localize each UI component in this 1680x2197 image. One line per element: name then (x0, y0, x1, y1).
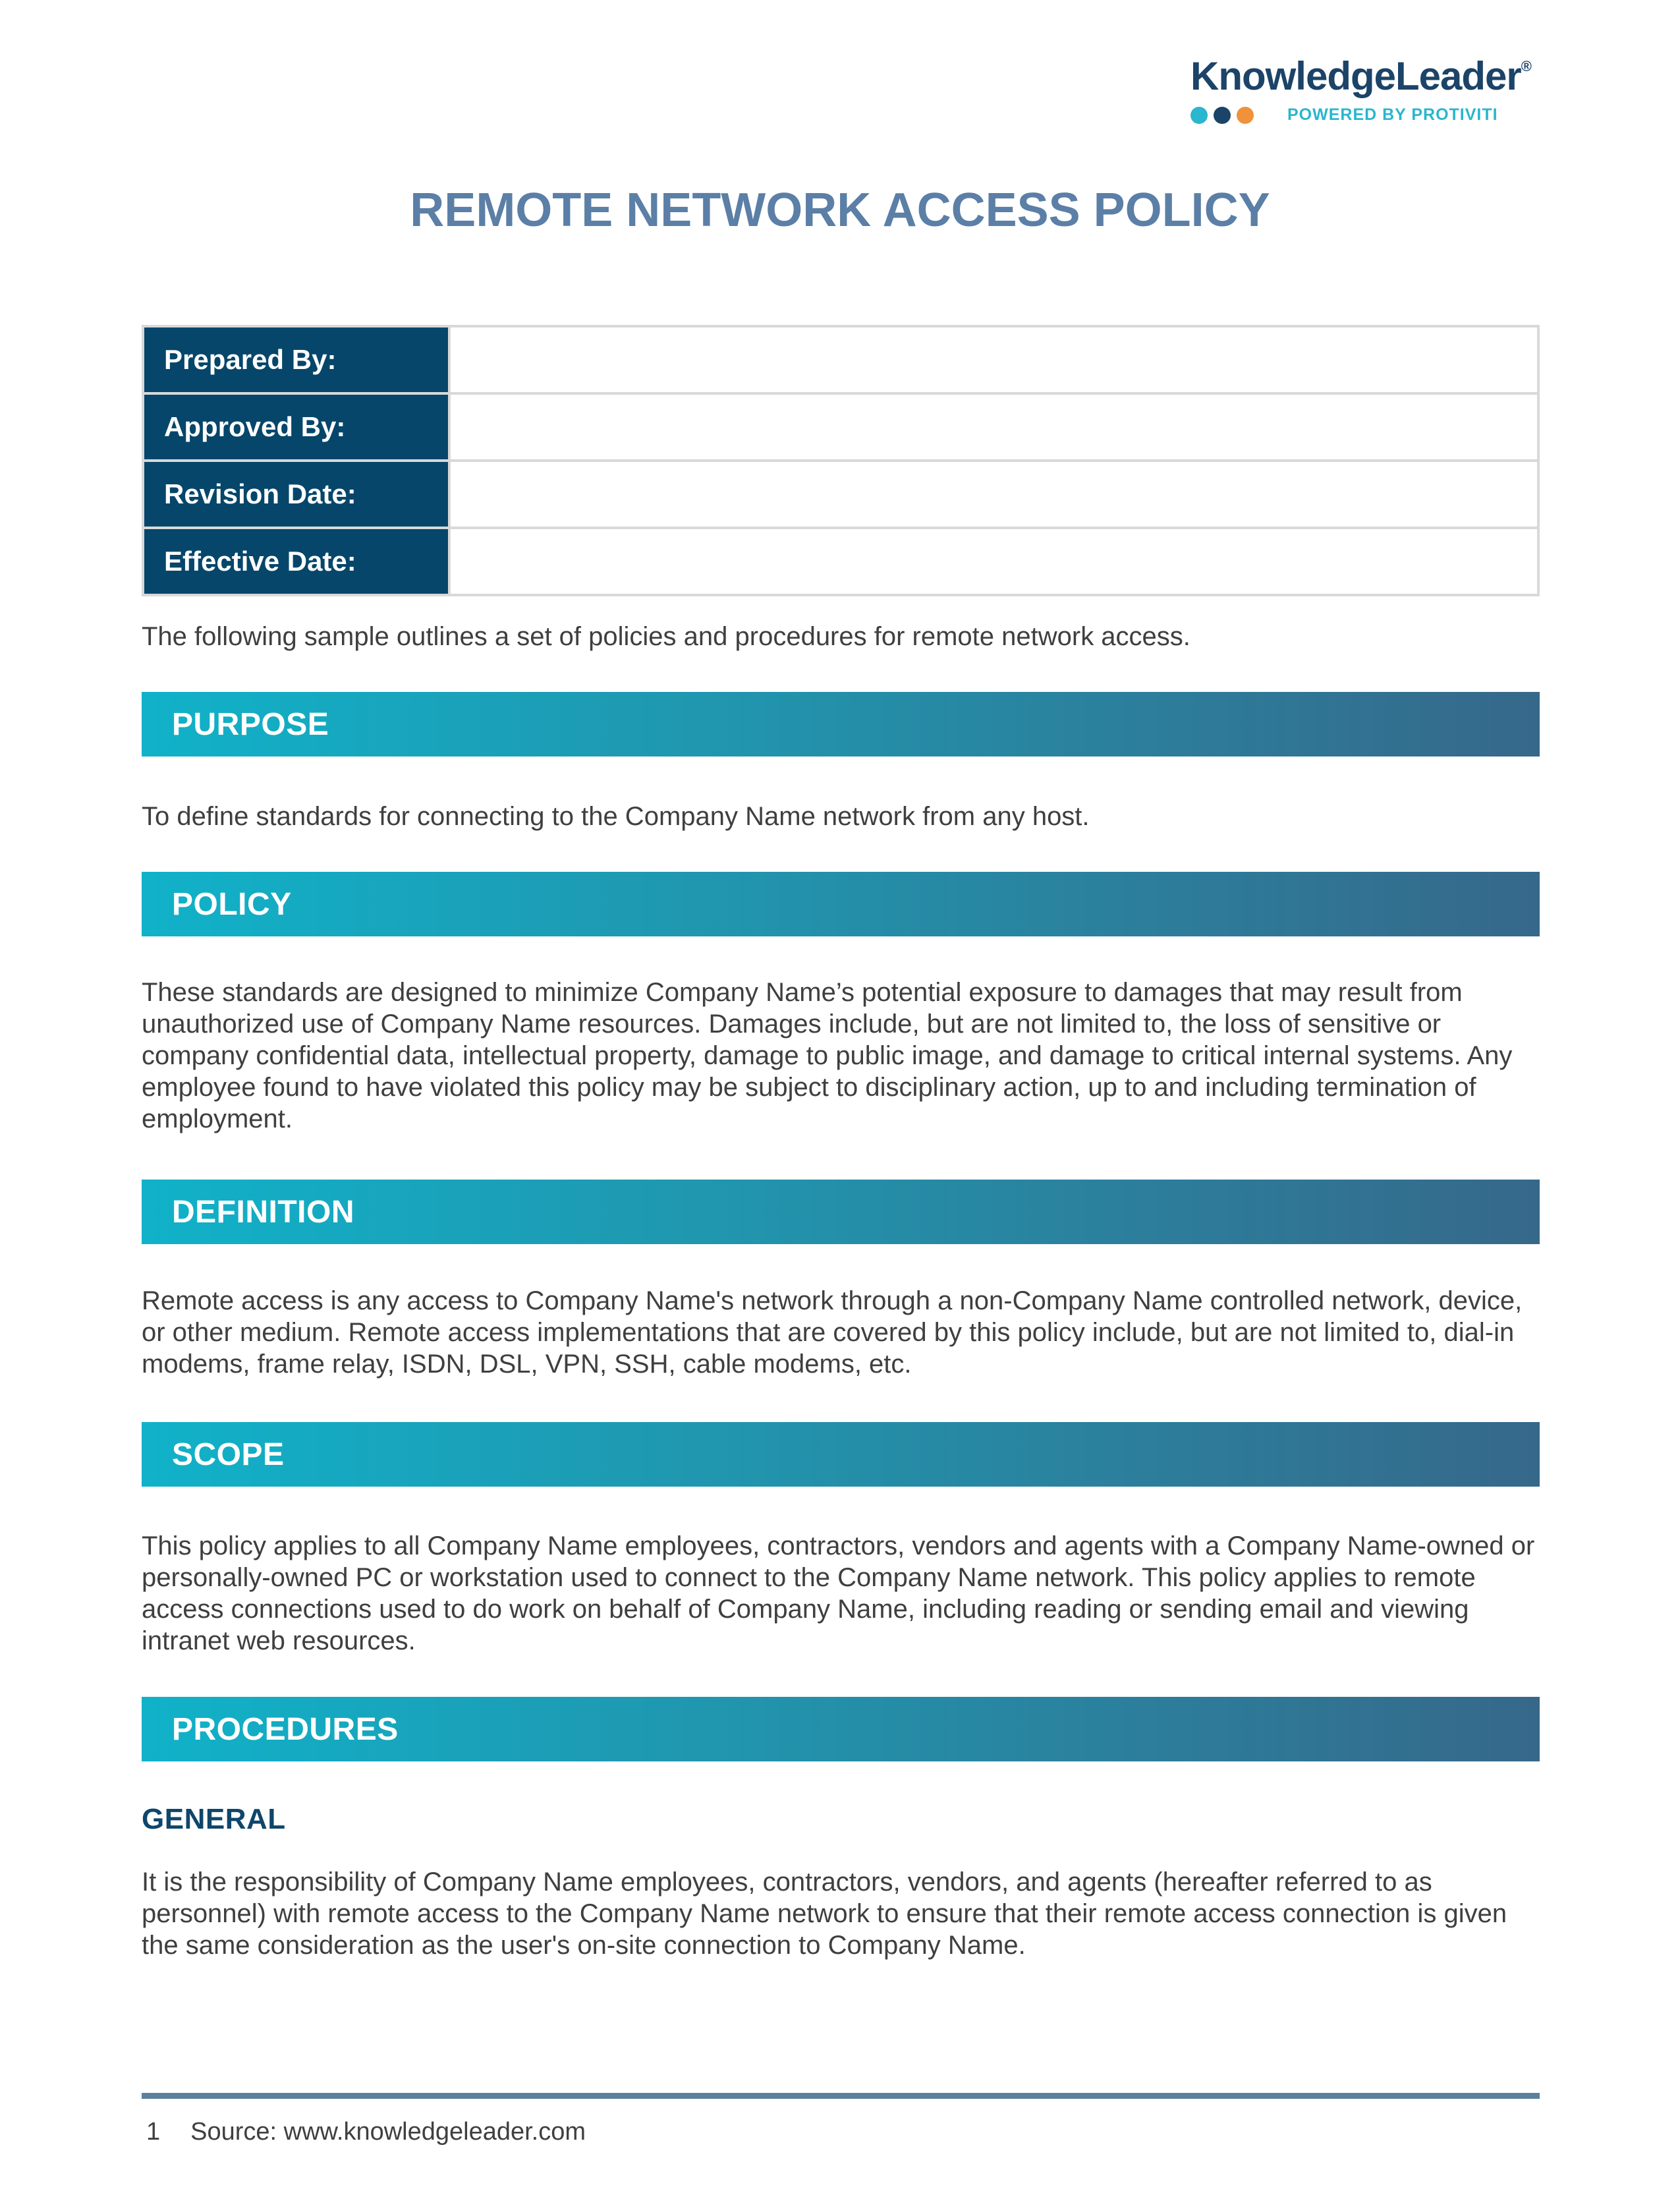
footer-rule (142, 2093, 1540, 2099)
section-body-policy: These standards are designed to minimize Company Name’s potential exposure to damages that may result from unauthorized use of Company Name resources. Damages include, but are not limited to, the loss of sensitive or company confidential data, intellectual property, damage to public image, and damage to critical internal systems. Any employee found to have violated this policy may be subject to disciplinary action, up to and including termination of employment. (142, 978, 1513, 1133)
footer (146, 2118, 586, 2146)
brand-dot-orange-icon (1237, 107, 1254, 124)
logo-tagline: POWERED BY PROTIVITI (1287, 105, 1498, 124)
brand-dot-navy-icon (1214, 107, 1231, 124)
brand-logo (1190, 54, 1532, 125)
row-label: Revision Date: (143, 461, 449, 528)
row-value (449, 528, 1538, 595)
section-heading: DEFINITION (172, 1194, 354, 1230)
row-label: Prepared By: (143, 326, 449, 393)
section-banner-procedures (142, 1697, 1540, 1761)
brand-dot-cyan-icon (1190, 107, 1208, 124)
section-heading: SCOPE (172, 1437, 285, 1472)
row-label: Effective Date: (143, 528, 449, 595)
logo-wordmark (1190, 54, 1532, 98)
registered-mark-icon: ® (1521, 58, 1532, 74)
logo-tagline-row (1190, 105, 1532, 125)
table-row (143, 461, 1538, 528)
table-row (143, 528, 1538, 595)
subsection-heading-general: GENERAL (142, 1803, 286, 1835)
row-value (449, 326, 1538, 393)
row-label: Approved By: (143, 393, 449, 461)
source-text: Source: www.knowledgeleader.com (190, 2118, 586, 2146)
row-value (449, 393, 1538, 461)
section-body-definition: Remote access is any access to Company Name's network through a non-Company Name controlled network, device, or other medium. Remote access implementations that are covered by this policy include, but are not limited to, dial-in modems, frame relay, ISDN, DSL, VPN, SSH, cable modems, etc. (142, 1286, 1523, 1379)
section-banner-purpose (142, 692, 1540, 756)
table-row (143, 326, 1538, 393)
section-body-scope: This policy applies to all Company Name employees, contractors, vendors and agents with a Company Name-owned or personally-owned PC or workstation used to connect to the Company Name network. This policy applies to remote access connections used to do work on behalf of Company Name, including reading or sending email and viewing intranet web resources. (142, 1531, 1535, 1655)
document-meta-table (142, 325, 1540, 596)
section-heading: POLICY (172, 886, 292, 922)
intro-paragraph: The following sample outlines a set of policies and procedures for remote network access. (142, 622, 1190, 651)
page-title: REMOTE NETWORK ACCESS POLICY (410, 184, 1270, 237)
logo-wordmark-text: KnowledgeLeader (1190, 54, 1521, 98)
section-heading: PROCEDURES (172, 1711, 399, 1747)
section-body-purpose: To define standards for connecting to the Company Name network from any host. (142, 802, 1090, 831)
row-value (449, 461, 1538, 528)
section-banner-policy (142, 872, 1540, 936)
section-heading: PURPOSE (172, 706, 329, 742)
page-number: 1 (146, 2118, 161, 2146)
section-banner-definition (142, 1180, 1540, 1244)
table-row (143, 393, 1538, 461)
section-body-general: It is the responsibility of Company Name employees, contractors, vendors, and agents (hereafter referred to as personnel) with remote access to the Company Name network to ensure that their remote access connection is given the same consideration as the user's on-site connection to Company Name. (142, 1868, 1507, 1960)
section-banner-scope (142, 1422, 1540, 1487)
